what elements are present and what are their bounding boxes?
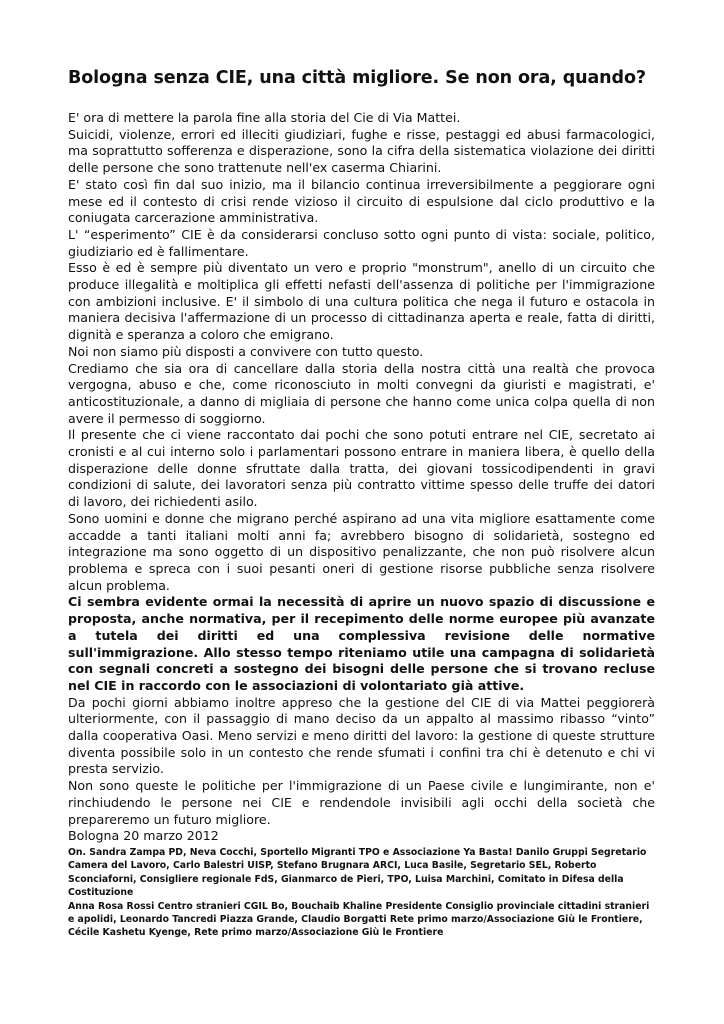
signatories-block — [68, 846, 655, 940]
body-paragraph: Ci sembra evidente ormai la necessità di aprire un nuovo spazio di discussione e proposta, anche normativa, per il recepimento delle norme europee più avanzate a tutela dei diritti ed una complessiva revisione delle normative sull'immigrazione. Allo stesso tempo riteniamo utile una campagna di solidarietà con segnali concreti a sostegno dei bisogni delle persone che si trovano recluse nel CIE in raccordo con le associazioni di volontariato già attive. — [68, 594, 655, 693]
paragraph-list — [68, 110, 655, 828]
body-paragraph: Crediamo che sia ora di cancellare dalla storia della nostra città una realtà che provoca vergogna, abuso e che, come riconosciuto in molti convegni da giuristi e magistrati, e' anticostituzionale, a danno di migliaia di persone che hanno come unica colpa quella di non avere il permesso di soggiorno. — [68, 360, 655, 426]
body-paragraph: E' stato così fin dal suo inizio, ma il bilancio continua irreversibilmente a peggiorare ogni mese ed il contesto di crisi rende vizioso il circuito di espulsione dal ciclo produttivo e la coniugata carcerazione amministrativa. — [68, 176, 655, 226]
document-body — [68, 110, 655, 845]
body-paragraph: Il presente che ci viene raccontato dai pochi che sono potuti entrare nel CIE, secretato ai cronisti e al cui interno solo i parlamentari possono entrare in maniera libera, è quello della disperazione delle donne sfruttate dalla tratta, dei giovani tossicodipendenti in gravi condizioni di salute, dei lavoratori senza più contratto vittime spesso delle truffe dei datori di lavoro, dei richiedenti asilo. — [68, 427, 655, 510]
signatories-paragraph: Anna Rosa Rossi Centro stranieri CGIL Bo, Bouchaib Khaline Presidente Consiglio provinciale cittadini stranieri e apolidi, Leonardo Tancredi Piazza Grande, Claudio Borgatti Rete primo marzo/Associazione Giù le Frontiere, Cécile Kashetu Kyenge, Rete primo marzo/Associazione Giù le Frontiere — [68, 900, 650, 939]
date-line: Bologna 20 marzo 2012 — [68, 828, 219, 844]
body-paragraph: Non sono queste le politiche per l'immigrazione di un Paese civile e lungimirante, non e' rinchiudendo le persone nei CIE e rendendole invisibili agli occhi della società che prepareremo un futuro migliore. — [68, 778, 655, 827]
document-title: Bologna senza CIE, una città migliore. Se non ora, quando? — [68, 68, 646, 88]
document-page — [68, 66, 655, 940]
body-paragraph: Suicidi, violenze, errori ed illeciti giudiziari, fughe e risse, pestaggi ed abusi farmacologici, ma soprattutto sofferenza e disperazione, sono la cifra della sistematica violazione dei diritti delle persone che sono trattenute nell'ex caserma Chiarini. — [68, 126, 655, 176]
body-paragraph: Da pochi giorni abbiamo inoltre appreso che la gestione del CIE di via Mattei peggiorerà ulteriormente, con il passaggio di mano deciso da un appalto al massimo ribasso “vinto” dalla cooperativa Oasi. Meno servizi e meno diritti del lavoro: la gestione di queste strutture diventa possibile solo in un contesto che rende sfumati i confini tra chi è detenuto e chi vi presta servizio. — [68, 694, 655, 777]
body-paragraph: L' “esperimento” CIE è da considerarsi concluso sotto ogni punto di vista: sociale, politico, giudiziario ed è fallimentare. — [68, 226, 655, 259]
body-paragraph: Esso è ed è sempre più diventato un vero e proprio "monstrum", anello di un circuito che produce illegalità e moltiplica gli effetti nefasti dell'assenza di politiche per l'immigrazione con ambizioni inclusive. E' il simbolo di una cultura politica che nega il futuro e ostacola in maniera decisiva l'affermazione di un processo di cittadinanza aperta e reale, fatta di diritti, dignità e speranza a coloro che emigrano. — [68, 260, 655, 343]
body-paragraph: E' ora di mettere la parola fine alla storia del Cie di Via Mattei. — [68, 110, 461, 125]
signatories-paragraph: On. Sandra Zampa PD, Neva Cocchi, Sportello Migranti TPO e Associazione Ya Basta! Danilo Gruppi Segretario Camera del Lavoro, Carlo Balestri UISP, Stefano Brugnara ARCI, Luca Basile, Segretario SEL, Roberto Sconciaforni, Consigliere regionale FdS, Gianmarco de Pieri, TPO, Luisa Marchini, Comitato in Difesa della Costituzione — [68, 846, 647, 899]
body-paragraph: Noi non siamo più disposti a convivere con tutto questo. — [68, 343, 424, 359]
body-paragraph: Sono uomini e donne che migrano perché aspirano ad una vita migliore esattamente come accadde a tanti italiani molti anni fa; avrebbero bisogno di solidarietà, sostegno ed integrazione ma sono oggetto di un dispositivo penalizzante, che non può risolvere alcun problema e spreca con i suoi pesanti oneri di gestione risorse pubbliche senza risolvere alcun problema. — [68, 510, 655, 593]
